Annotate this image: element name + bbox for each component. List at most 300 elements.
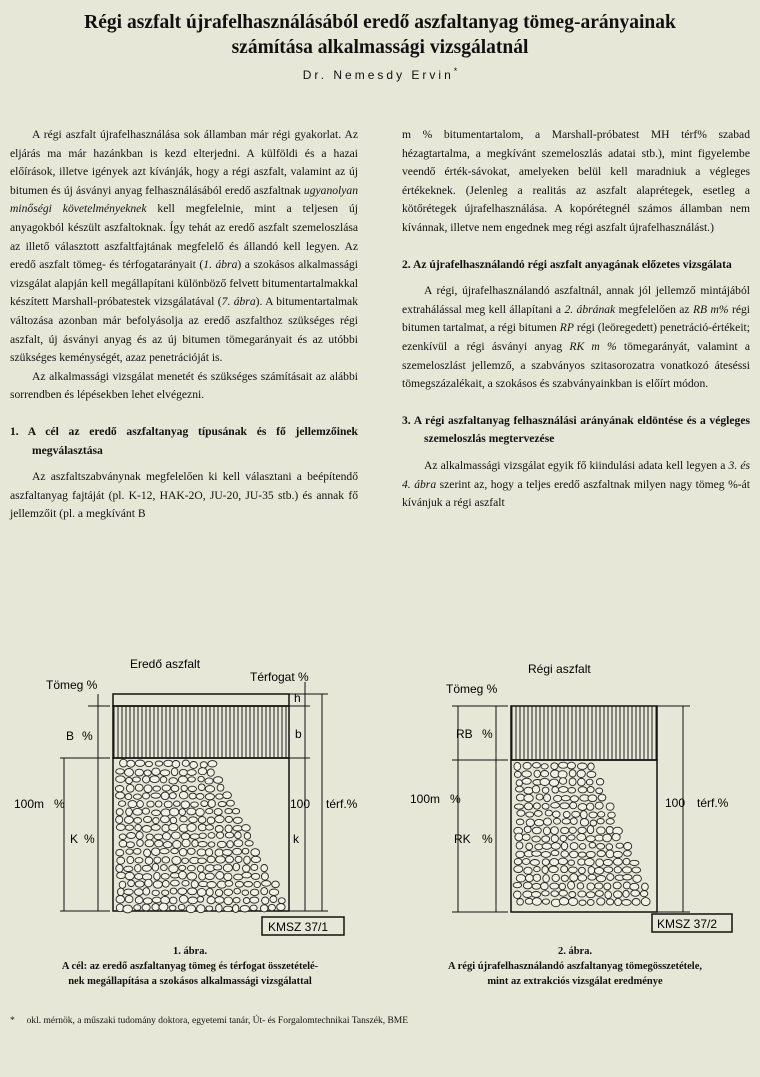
aggregate-stone <box>146 834 153 840</box>
aggregate-stone <box>560 835 567 841</box>
aggregate-stone <box>515 833 523 841</box>
aggregate-stone <box>162 857 170 863</box>
aggregate-stone <box>155 801 162 807</box>
aggregate-stone <box>169 793 176 799</box>
aggregate-stone <box>595 891 603 897</box>
aggregate-stone <box>542 891 550 896</box>
aggregate-stone <box>597 843 605 849</box>
aggregate-stone <box>181 785 187 791</box>
aggregate-stone <box>532 883 541 889</box>
aggregate-stone <box>563 811 570 817</box>
aggregate-stone <box>568 860 575 865</box>
aggregate-stone <box>152 810 161 816</box>
aggregate-stone <box>171 848 179 853</box>
intro-emphasis: ugyanolyan minőségi követelményeknek <box>10 183 358 216</box>
fig1-void-layer <box>113 694 289 706</box>
aggregate-stone <box>216 794 224 799</box>
aggregate-stone <box>569 778 576 786</box>
aggregate-stone <box>589 842 596 848</box>
intro-text-b: kell megfelelnie, mint a teljesen új anyagokból készült aszfaltoknak. Így tehát az eredő aszfalt szemeloszlása az illető választott aszfaltfajtának megfelelő és állandó kell legyen. Az eredő aszfalt tömeg- és térfogatarányait ( <box>10 202 358 272</box>
fig1-100-label: 100 <box>290 797 311 811</box>
aggregate-stone <box>172 856 181 864</box>
aggregate-stone <box>119 840 127 847</box>
aggregate-stone <box>205 778 213 784</box>
aggregate-stone <box>232 809 239 814</box>
aggregate-stone <box>116 904 123 912</box>
aggregate-stone <box>142 808 149 814</box>
aggregate-stone <box>542 803 549 809</box>
figure-1-diagram <box>0 648 380 948</box>
aggregate-stone <box>160 849 169 854</box>
s3-figure-ref: 3. és 4. ábra <box>402 458 750 491</box>
aggregate-stone <box>559 883 565 890</box>
aggregate-stone <box>172 761 180 768</box>
aggregate-stone <box>262 881 271 887</box>
aggregate-stone <box>126 808 133 816</box>
aggregate-stone <box>207 856 215 863</box>
aggregate-stone <box>532 827 541 834</box>
intro-text-d: ). A bitumentartalmak változása azonban már befolyásolja az eredő aszfalthoz szükséges régi aszfalt, új ásványi anyag és az új bitumen tömegarányait és az utóbbi szükséges keménységét, azaz penetrációját is. <box>10 295 358 365</box>
aggregate-stone <box>551 763 558 770</box>
fig1-volume-label: Térfogat % <box>250 670 309 684</box>
aggregate-stone <box>197 888 206 896</box>
aggregate-stone <box>580 819 588 827</box>
aggregate-stone <box>603 859 612 865</box>
aggregate-stone <box>526 819 534 827</box>
aggregate-stone <box>542 859 549 866</box>
aggregate-stone <box>613 882 621 889</box>
aggregate-stone <box>597 819 604 824</box>
aggregate-stone <box>125 825 133 830</box>
aggregate-stone <box>579 900 586 905</box>
aggregate-stone <box>171 768 178 776</box>
aggregate-stone <box>187 848 195 854</box>
aggregate-stone <box>214 777 223 784</box>
section-3-text <box>402 457 750 513</box>
aggregate-stone <box>578 875 587 882</box>
aggregate-stone <box>544 794 551 802</box>
aggregate-stone <box>624 850 632 856</box>
fig1-b-label: B <box>66 729 75 743</box>
aggregate-stone <box>134 905 141 911</box>
aggregate-stone <box>613 858 622 865</box>
aggregate-stone <box>568 835 575 840</box>
aggregate-stone <box>533 763 541 768</box>
aggregate-stone <box>559 787 569 793</box>
aggregate-stone <box>590 820 597 826</box>
aggregate-stone <box>261 873 268 880</box>
s2-rb-ref: RB m% <box>692 302 729 316</box>
aggregate-stone <box>117 857 125 864</box>
aggregate-stone <box>534 770 540 777</box>
aggregate-stone <box>541 764 548 769</box>
aggregate-stone <box>570 796 578 802</box>
aggregate-stone <box>143 776 150 783</box>
author <box>0 66 760 82</box>
aggregate-stone <box>227 841 234 848</box>
aggregate-stone <box>125 769 134 777</box>
aggregate-stone <box>182 760 189 766</box>
aggregate-stone <box>543 875 550 883</box>
aggregate-stone <box>142 826 151 833</box>
aggregate-stone <box>119 881 126 888</box>
aggregate-stone <box>152 904 159 911</box>
aggregate-stone <box>135 864 141 872</box>
aggregate-stone <box>542 836 550 842</box>
aggregate-stone <box>216 904 223 912</box>
aggregate-stone <box>179 769 187 775</box>
aggregate-stone <box>587 899 594 905</box>
aggregate-stone <box>116 769 125 774</box>
aggregate-stone <box>147 801 154 807</box>
aggregate-stone <box>116 824 125 831</box>
aggregate-stone <box>162 880 169 887</box>
aggregate-stone <box>169 865 178 873</box>
aggregate-stone <box>586 836 595 842</box>
aggregate-stone <box>150 776 159 783</box>
aggregate-stone <box>540 778 549 785</box>
aggregate-stone <box>208 833 215 839</box>
aggregate-stone <box>278 898 285 904</box>
aggregate-stone <box>559 890 567 896</box>
intro-text-a: A régi aszfalt újrafelhasználása sok államban már régi gyakorlat. Az eljárás ma már hazánkban is kezd elterjedni. A külföldi és a hazai előírások, illetve igények azt kívánják, hogy a régi aszfalt, valamint az új bitumen és új ásványi anyag felhasználásából eredő aszfaltnak <box>10 128 358 197</box>
aggregate-stone <box>580 811 587 819</box>
aggregate-stone <box>532 786 539 793</box>
aggregate-stone <box>551 843 560 850</box>
aggregate-stone <box>524 787 533 794</box>
footnote-mark: * <box>10 1016 15 1026</box>
aggregate-stone <box>570 851 579 858</box>
left-column <box>10 126 358 524</box>
s3-text-b: szerint az, hogy a teljes eredő aszfaltnak milyen nagy tömeg %-át kívánjuk a régi aszfalt <box>402 477 751 510</box>
aggregate-stone <box>188 897 198 904</box>
aggregate-stone <box>604 883 611 890</box>
aggregate-stone <box>125 794 132 800</box>
fig2-rk-pct: % <box>482 832 493 846</box>
aggregate-stone <box>516 780 522 786</box>
section-2-heading: 2. Az újrafelhasználandó régi aszfalt anyagának előzetes vizsgálata <box>402 257 732 271</box>
aggregate-stone <box>145 879 153 887</box>
aggregate-stone <box>532 892 541 898</box>
aggregate-stone <box>235 881 243 887</box>
aggregate-stone <box>188 865 196 871</box>
aggregate-stone <box>532 851 541 856</box>
aggregate-stone <box>542 843 551 849</box>
aggregate-stone <box>152 890 159 895</box>
aggregate-stone <box>187 770 196 776</box>
aggregate-stone <box>180 816 188 822</box>
aggregate-stone <box>198 768 207 775</box>
aggregate-stone <box>597 827 606 834</box>
aggregate-stone <box>152 864 159 872</box>
aggregate-stone <box>154 834 163 840</box>
aggregate-stone <box>216 856 226 863</box>
fig2-rk-label: RK <box>454 832 471 846</box>
aggregate-stone <box>589 812 597 818</box>
aggregate-stone <box>163 833 171 840</box>
aggregate-stone <box>160 770 169 776</box>
aggregate-stone <box>570 874 578 882</box>
aggregate-stone <box>190 834 199 839</box>
aggregate-stone <box>173 841 181 849</box>
aggregate-stone <box>208 800 215 808</box>
aggregate-stone <box>261 888 268 895</box>
aggregate-stone <box>201 801 208 807</box>
aggregate-stone <box>251 856 260 862</box>
aggregate-stone <box>616 843 623 848</box>
aggregate-stone <box>552 874 559 881</box>
aggregate-stone <box>144 785 152 793</box>
aggregate-stone <box>125 896 133 903</box>
aggregate-stone <box>542 866 548 873</box>
aggregate-stone <box>242 872 251 878</box>
aggregate-stone <box>214 865 222 870</box>
aggregate-stone <box>632 899 640 906</box>
aggregate-stone <box>170 888 177 894</box>
aggregate-stone <box>174 801 181 806</box>
aggregate-stone <box>217 832 224 838</box>
continued-paragraph: m % bitumentartalom, a Marshall-próbatest MH térf% szabad hézagtartalma, a megkívánt szemeloszlás adatai stb.), mint figyelembe veendő érték-sávokat, amelyeken belül kell maradniuk a végleges értékeknek. (Jelenleg a realitás az aszfalt alaprétegek, esetleg a kötőrétegek újrafelhasználása. A kopórétegnél számos államban nem kívánnak, illetve nem engednek meg régi aszfalt újrafelhasználást.) <box>402 128 750 234</box>
aggregate-stone <box>570 802 577 809</box>
aggregate-stone <box>186 905 195 913</box>
aggregate-stone <box>595 867 604 874</box>
aggregate-stone <box>587 803 594 810</box>
aggregate-stone <box>225 825 232 833</box>
aggregate-stone <box>161 865 168 871</box>
s2-rp-ref: RP <box>559 321 574 335</box>
aggregate-stone <box>135 874 144 880</box>
aggregate-stone <box>587 883 595 890</box>
footnote <box>10 1015 750 1028</box>
aggregate-stone <box>187 808 196 815</box>
aggregate-stone <box>542 787 549 793</box>
aggregate-stone <box>553 811 561 817</box>
aggregate-stone <box>115 786 123 792</box>
aggregate-stone <box>559 778 566 785</box>
aggregate-stone <box>223 792 232 799</box>
aggregate-stone <box>550 859 559 866</box>
fig1-k-pct: % <box>84 832 95 846</box>
fig1-caption-line-2: nek megállapítása a szokásos alkalmassági vizsgálattal <box>68 976 312 987</box>
aggregate-stone <box>526 843 533 850</box>
aggregate-stone <box>561 842 567 850</box>
aggregate-stone <box>224 897 233 905</box>
aggregate-stone <box>135 889 144 896</box>
aggregate-stone <box>587 787 594 793</box>
aggregate-stone <box>179 792 188 799</box>
aggregate-stone <box>587 826 594 834</box>
aggregate-stone <box>622 867 631 873</box>
aggregate-stone <box>218 802 226 807</box>
aggregate-stone <box>578 804 587 811</box>
aggregate-stone <box>135 784 143 791</box>
aggregate-stone <box>215 816 224 823</box>
fig1-100m-label: 100m <box>14 797 45 811</box>
aggregate-stone <box>517 899 524 906</box>
aggregate-stone <box>242 825 251 832</box>
aggregate-stone <box>516 851 525 858</box>
aggregate-stone <box>558 858 567 865</box>
fig2-caption-number: 2. ábra. <box>557 946 593 957</box>
aggregate-stone <box>517 810 525 816</box>
aggregate-stone <box>134 794 142 799</box>
aggregate-stone <box>623 858 630 865</box>
aggregate-stone <box>215 826 223 833</box>
aggregate-stone <box>524 867 532 874</box>
aggregate-stone <box>642 883 649 890</box>
aggregate-stone <box>603 834 612 842</box>
aggregate-stone <box>622 900 632 906</box>
aggregate-stone <box>516 786 524 792</box>
aggregate-stone <box>578 827 586 833</box>
aggregate-stone <box>161 809 170 816</box>
aggregate-stone <box>551 891 559 897</box>
aggregate-stone <box>160 777 167 783</box>
aggregate-stone <box>154 857 161 863</box>
aggregate-stone <box>116 849 124 856</box>
aggregate-stone <box>179 871 187 879</box>
aggregate-stone <box>124 866 133 871</box>
aggregate-stone <box>516 875 525 882</box>
aggregate-stone <box>127 760 135 767</box>
aggregate-stone <box>205 873 214 880</box>
aggregate-stone <box>561 866 568 873</box>
aggregate-stone <box>198 858 207 863</box>
intro-text-c: ) a szokásos alkalmassági vizsgálat alapján kell megállapítani különböző felvett bitumentartalmakkal készített Marshall-próbatestek vizsgálatával ( <box>10 258 358 309</box>
aggregate-stone <box>244 882 253 887</box>
aggregate-stone <box>233 898 240 903</box>
article-title <box>20 10 740 60</box>
fig2-rb-label: RB <box>456 727 473 741</box>
aggregate-stone <box>182 880 189 886</box>
aggregate-stone <box>126 777 133 783</box>
aggregate-stone <box>630 883 639 890</box>
aggregate-stone <box>514 858 522 864</box>
aggregate-stone <box>606 819 614 825</box>
figure-2-caption <box>395 944 755 989</box>
aggregate-stone <box>144 849 151 857</box>
aggregate-stone <box>196 794 204 800</box>
fig1-b-small: b <box>295 727 302 741</box>
aggregate-stone <box>225 881 233 887</box>
aggregate-stone <box>178 888 187 895</box>
aggregate-stone <box>198 776 204 782</box>
aggregate-stone <box>206 849 213 857</box>
aggregate-stone <box>198 824 206 831</box>
aggregate-stone <box>570 843 578 850</box>
aggregate-stone <box>145 761 152 766</box>
aggregate-stone <box>233 826 242 831</box>
aggregate-stone <box>126 849 133 854</box>
aggregate-stone <box>596 859 604 867</box>
aggregate-stone <box>181 833 189 840</box>
aggregate-stone <box>116 896 125 904</box>
aggregate-stone <box>145 857 153 864</box>
aggregate-stone <box>179 895 188 903</box>
aggregate-stone <box>216 889 223 896</box>
author-name: Dr. Nemesdy Ervin <box>302 68 454 82</box>
aggregate-stone <box>623 882 630 889</box>
aggregate-stone <box>559 762 568 768</box>
aggregate-stone <box>200 762 207 768</box>
aggregate-stone <box>197 865 204 872</box>
aggregate-stone <box>587 771 596 777</box>
section-2-text <box>402 282 750 394</box>
s2-text-c: régi bitumen tartalmat, a régi bitumen <box>402 302 750 335</box>
aggregate-stone <box>251 849 260 856</box>
aggregate-stone <box>135 824 142 831</box>
aggregate-stone <box>234 840 243 847</box>
aggregate-stone <box>152 768 160 775</box>
aggregate-stone <box>224 906 233 912</box>
aggregate-stone <box>522 834 530 841</box>
aggregate-stone <box>179 809 185 816</box>
aggregate-stone <box>614 891 623 898</box>
aggregate-stone <box>161 792 169 800</box>
fig2-old-bitumen-layer <box>511 706 657 760</box>
aggregate-stone <box>207 817 215 824</box>
aggregate-stone <box>208 842 215 847</box>
figure-2 <box>390 648 760 948</box>
aggregate-stone <box>143 793 150 799</box>
aggregate-stone <box>250 905 257 911</box>
aggregate-stone <box>604 867 613 873</box>
aggregate-stone <box>133 808 142 815</box>
aggregate-stone <box>143 898 152 904</box>
aggregate-stone <box>569 827 576 833</box>
aggregate-stone <box>197 905 205 913</box>
fig2-100-label: 100 <box>665 796 686 810</box>
aggregate-stone <box>641 898 650 906</box>
aggregate-stone <box>615 898 622 905</box>
aggregate-stone <box>605 891 612 899</box>
aggregate-stone <box>217 784 224 791</box>
aggregate-stone <box>225 832 233 838</box>
aggregate-stone <box>144 770 151 776</box>
aggregate-stone <box>233 905 239 913</box>
aggregate-stone <box>225 816 232 822</box>
aggregate-stone <box>568 788 576 794</box>
aggregate-stone <box>251 864 258 870</box>
aggregate-stone <box>570 818 577 825</box>
aggregate-stone <box>514 891 522 899</box>
aggregate-stone <box>178 776 187 783</box>
aggregate-stone <box>118 888 125 896</box>
aggregate-stone <box>577 834 586 841</box>
aggregate-stone <box>588 874 596 880</box>
aggregate-stone <box>155 761 162 766</box>
aggregate-stone <box>244 856 251 864</box>
aggregate-stone <box>162 785 170 791</box>
aggregate-stone <box>245 841 253 846</box>
aggregate-stone <box>516 842 523 849</box>
aggregate-stone <box>216 872 224 880</box>
aggregate-stone <box>270 896 277 903</box>
aggregate-stone <box>544 818 552 825</box>
aggregate-stone <box>190 762 198 769</box>
aggregate-stone <box>179 865 186 870</box>
s3-text-a: Az alkalmassági vizsgálat egyik fő kiindulási adata kell legyen a <box>424 458 729 472</box>
aggregate-stone <box>577 770 585 777</box>
aggregate-stone <box>145 840 154 847</box>
aggregate-stone <box>541 771 549 777</box>
aggregate-stone <box>558 771 567 779</box>
aggregate-stone <box>569 770 576 777</box>
aggregate-stone <box>632 867 641 873</box>
aggregate-stone <box>224 873 232 880</box>
aggregate-stone <box>515 804 524 809</box>
aggregate-stone <box>191 802 199 807</box>
